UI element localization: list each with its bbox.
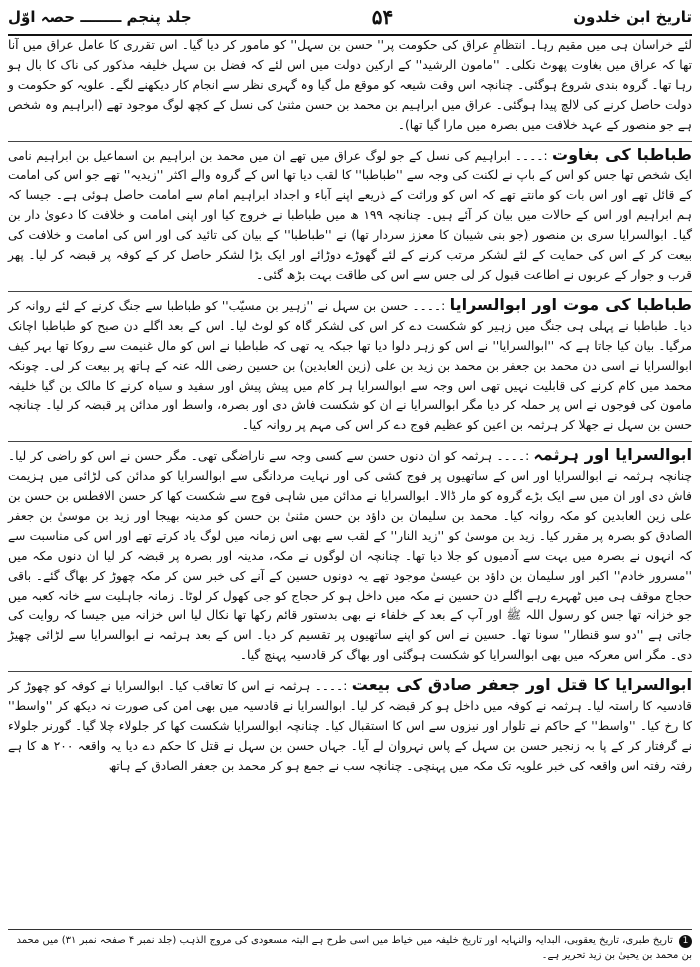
section-heading: طباطبا کی موت اور ابوالسرایا	[449, 294, 692, 314]
page-header	[8, 0, 692, 36]
section-text: ہرثمہ نے اس کا تعاقب کیا۔ ابوالسرایا نے کوفہ کو چھوڑ کر قادسیہ کا راستہ لیا۔ ہرثمہ نے کوفہ میں داخل ہو کر قبضہ کر لیا۔ ابوالسرایا نے قادسیہ میں بھی امن کی صورت نہ دیکھ کر ''واسط'' کا رخ کیا۔ ''واسط'' کے حاکم نے تلوار اور نیزوں سے اس کا استقبال کیا۔ چنانچہ ابوالسرایا شکست کھا کر جلولاء چلا گیا۔ گورنر جلولاء نے گرفتار کر کے پا بہ زنجیر حسن بن سہل کے پاس نہروان لے آیا۔ جہاں حسن بن سہل نے قتل کا حکم دے دیا یہ واقعہ ۲۰۰ ھ کا ہے رفتہ رفتہ اس واقعہ کی خبر علویہ تک مکہ میں پہنچی۔ چنانچہ سب نے جمع ہو کر محمد بن جعفر الصادق کے ہاتھ	[8, 679, 692, 773]
page-body	[8, 36, 692, 777]
volume-part: جلد پنجم ــــــــ حصہ اوّل	[8, 8, 192, 26]
footnote-text: تاریخ طبری، تاریخ یعقوبی، البدایہ والنہایہ اور تاریخ خلیفہ میں خیاط میں اسی طرح ہے البتہ مسعودی کی مروج الذہب (جلد نمبر ۴ صفحہ نمبر ۳۱) میں محمد بن محمد بن یحییٰ بن زید تحریر ہے۔	[16, 935, 692, 961]
footnote-number: 1	[679, 935, 692, 948]
intro-paragraph: لئے خراسان ہی میں مقیم رہا۔ انتظامِ عراق کی حکومت پر'' حسن بن سہل'' کو مامور کر دیا گیا۔ اس تقرری کا عامل عراق میں آنا تھا کہ عراق میں بغاوت پھوٹ نکلی۔ ''مامون الرشید'' کے ارکین دولت میں اس لئے کہ فضل بن سہل خلیفہ مذکور کی ناک کا بال ہو رہا تھا۔ گروہ بندی شروع ہوگئی۔ چنانچہ اس وقت شیعہ کو موقع مل گیا وہ گہری نظر سے انجام کار دیکھنے لگے۔ علویہ کو حکومت و دولت حاصل کرنے کی لالچ پیدا ہوگئی۔ عراق میں ابراہیم بن محمد بن حسن مثنیٰ کی نسل کے کچھ لوگ موجود تھے (ابراہیم وہ شخص ہے جو منصور کے عہد خلافت میں بصرہ میں مارا گیا تھا)۔	[8, 38, 692, 132]
page-number: ۵۴	[371, 5, 394, 29]
book-title: تاریخ ابن خلدون	[573, 8, 692, 26]
section-abu-saraya-harthama: ابوالسرایا اور ہرثمہ :۔۔۔۔ ہرثمہ کو ان دنوں حسن سے کسی وجہ سے ناراضگی تھی۔ مگر حسن نے اس کو راضی کر لیا۔ چنانچہ ہرثمہ نے ابوالسرایا اور اس کے ساتھیوں پر فوج کشی کی اور نہایت مردانگی سے ابوالسرایا کو مدائن کی لڑائی میں ہزیمت فاش دی اور ان میں سے ایک بڑے گروہ کو مار ڈالا۔ ابوالسرایا نے مدائن میں شاہی فوج سے شکست کھا کر حسن الافطس بن حسن بن علی زین العابدین کو مکہ روانہ کیا۔ محمد بن سلیمان بن داؤد بن حسن مثنیٰ بن حسن کو مدینہ بھیجا اور زید بن موسیٰ بن جعفر الصادق کو بصرہ پر مقرر کیا۔ زید بن موسیٰ کو ''زید النار'' کے لقب سے بھی اس زمانہ میں لوگ یاد کرتے تھے اور اس کی مناسبت سے کہ انہوں نے بصرہ میں بہت سے آدمیوں کو جلا دیا تھا۔ چنانچہ ان لوگوں نے مکہ، مدینہ اور بصرہ پر قبضہ کر لیا ان دنوں مکہ میں ''مسرور خادم'' اکبر اور سلیمان بن داؤد بن عیسیٰ موجود تھے یہ دونوں حسین کے آنے کی خبر سن کر مکہ چھوڑ کر بھاگ گئے۔ باقی حجاج موقف ہی میں ٹھہرے رہے اگلے دن حسین نے مکہ میں داخل ہو کر حجاج کو جی کھول کر لوٹا۔ زمانہ جاہلیت سے خانہ کعبہ میں جو خزانہ تھا جس کو رسول اللہ ﷺ اور آپ کے بعد کے خلفاء نے بھی بدستور قائم رکھا تھا نکال لیا اس خزانہ میں جیسا کہ روایت کی جاتی ہے ''دو سو قنطار'' سونا تھا۔ حسین نے اس کو اپنے ساتھیوں پر تقسیم کر دیا۔ اس کے بعد ہرثمہ نے ابوالسرایا سے لڑائی چھیڑ دی۔ مگر اس معرکہ میں بھی ابوالسرایا کو شکست ہوگئی اور بھاگ کر قادسیہ پہنچ گیا۔	[8, 441, 692, 666]
section-text: ابراہیم کی نسل کے جو لوگ عراق میں تھے ان میں محمد بن ابراہیم بن اسماعیل بن ابراہیم نامی ایک شخص تھا جس کو اس کے باپ نے لکنت کی وجہ سے ''طباطبا'' کا لقب دیا تھا اس کے گروہ والے اکثر ''زیدیہ'' تھے جو اس کی امامت کے قائل تھے اور اس بات کو مانتے تھے کہ اس کو وراثت کے ذریعے اپنے آباء و اجداد ابراہیم امام سے امامت حاصل ہوئی ہے۔ جیسا کہ ہم ابراہیم اور اس کے حالات میں بیان کر آئے ہیں۔ چنانچہ ۱۹۹ ھ میں طباطبا نے خروج کیا اور اپنی امامت و خلافت کا دعویٰ دار بن گیا۔ ابوالسرایا سری بن منصور (جو بنی شیبان کا معزز سردار تھا) نے ''طباطبا'' کے بیان کی تائید کی اور اس کی امامت و خلافت کی بیعت کر کے اس کی حمایت کے لئے لشکر مرتب کرنے کے لئے گھوڑے دوڑائے اور ایک بڑا لشکر حاصل کر کے کوفہ پر قبضہ کر لیا۔ پھر قرب و جوار کے عربوں نے اطاعت قبول کر لی جس سے اس کی طاقت بہت بڑھ گئی۔	[8, 148, 692, 282]
section-text: حسن بن سہل نے ''زہیر بن مسیّب'' کو طباطبا سے جنگ کرنے کے لئے روانہ کر دیا۔ طباطبا نے پہلی ہی جنگ میں زہیر کو شکست دے کر اس کی لشکر گاہ کو لوٹ لیا۔ اس کے بعد اگلے دن صبح کو طباطبا اچانک مرگیا۔ بیان کیا جاتا ہے کہ ''ابوالسرایا'' نے اس کو زہر دلوا دیا تھا جبکہ یہ تھی کہ طباطبا نے اس کو مال غنیمت سے روکا تھا بہر کیف ابوالسرایا نے اسی دن محمد بن جعفر بن محمد بن زید بن علی (زین العابدین) بن حسین رضی اللہ عنہ کے ہاتھ پر بیعت کر لی۔ چونکہ محمد میں کام کرنے کی قابلیت نہیں تھی اس وجہ سے ابوالسرایا ہر کام میں پیش پیش اور سفید و سیاہ کرنے کا مالک بن گیا خلیفہ مامون کی فوجوں نے اس پر حملہ کر دیا مگر ابوالسرایا نے ان کو شکست فاش دی اور بصرہ، واسط اور مدائن پر قبضہ کر لیا۔ چنانچہ حسن بن سہل نے جھلا کر ہرثمہ بن اعین کو عظیم فوج دے کر اس کی مہم پر روانہ کیا۔	[8, 298, 692, 433]
section-text: ہرثمہ کو ان دنوں حسن سے کسی وجہ سے ناراضگی تھی۔ مگر حسن نے اس کو راضی کر لیا۔ چنانچہ ہرثمہ نے ابوالسرایا اور اس کے ساتھیوں پر فوج کشی کی اور نہایت مردانگی سے ابوالسرایا کو مدائن کی لڑائی میں ہزیمت فاش دی اور ان میں سے ایک بڑے گروہ کو مار ڈالا۔ ابوالسرایا نے مدائن میں شاہی فوج سے شکست کھا کر حسن الافطس بن حسن بن علی زین العابدین کو مکہ روانہ کیا۔ محمد بن سلیمان بن داؤد بن حسن مثنیٰ بن حسن کو مدینہ بھیجا اور زید بن موسیٰ بن جعفر الصادق کو بصرہ پر مقرر کیا۔ زید بن موسیٰ کو ''زید النار'' کے لقب سے بھی اس زمانہ میں لوگ یاد کرتے تھے اور اس کی مناسبت سے کہ انہوں نے بصرہ میں بہت سے آدمیوں کو جلا دیا تھا۔ چنانچہ ان لوگوں نے مکہ، مدینہ اور بصرہ پر قبضہ کر لیا ان دنوں مکہ میں ''مسرور خادم'' اکبر اور سلیمان بن داؤد بن عیسیٰ موجود تھے یہ دونوں حسین کے آنے کی خبر سن کر مکہ چھوڑ کر بھاگ گئے۔ باقی حجاج موقف ہی میں ٹھہرے رہے اگلے دن حسین نے مکہ میں داخل ہو کر حجاج کو جی کھول کر لوٹا۔ زمانہ جاہلیت سے خانہ کعبہ میں جو خزانہ تھا جس کو رسول اللہ ﷺ اور آپ کے بعد کے خلفاء نے بھی بدستور قائم رکھا تھا نکال لیا اس خزانہ میں جیسا کہ روایت کی جاتی ہے ''دو سو قنطار'' سونا تھا۔ حسین نے اس کو اپنے ساتھیوں پر تقسیم کر دیا۔ اس کے بعد ہرثمہ نے ابوالسرایا سے لڑائی چھیڑ دی۔ مگر اس معرکہ میں بھی ابوالسرایا کو شکست ہوگئی اور بھاگ کر قادسیہ پہنچ گیا۔	[8, 449, 692, 663]
section-abu-saraya-death: ابوالسرایا کا قتل اور جعفر صادق کی بیعت :۔۔۔۔ ہرثمہ نے اس کا تعاقب کیا۔ ابوالسرایا نے کوفہ کو چھوڑ کر قادسیہ کا راستہ لیا۔ ہرثمہ نے کوفہ میں داخل ہو کر قبضہ کر لیا۔ ابوالسرایا نے قادسیہ میں بھی امن کی صورت نہ دیکھ کر ''واسط'' کا رخ کیا۔ ''واسط'' کے حاکم نے تلوار اور نیزوں سے اس کا استقبال کیا۔ چنانچہ ابوالسرایا شکست کھا کر جلولاء چلا گیا۔ گورنر جلولاء نے گرفتار کر کے پا بہ زنجیر حسن بن سہل کے پاس نہروان لے آیا۔ جہاں حسن بن سہل نے قتل کا حکم دے دیا یہ واقعہ ۲۰۰ ھ کا ہے رفتہ رفتہ اس واقعہ کی خبر علویہ تک مکہ میں پہنچی۔ چنانچہ سب نے جمع ہو کر محمد بن جعفر الصادق کے ہاتھ	[8, 671, 692, 777]
section-heading: طباطبا کی بغاوت	[552, 144, 692, 164]
footnote	[8, 929, 692, 963]
section-heading: ابوالسرایا کا قتل اور جعفر صادق کی بیعت	[351, 675, 693, 695]
section-tabataba-death: طباطبا کی موت اور ابوالسرایا :۔۔۔۔ حسن بن سہل نے ''زہیر بن مسیّب'' کو طباطبا سے جنگ کرنے کے لئے روانہ کر دیا۔ طباطبا نے پہلی ہی جنگ میں زہیر کو شکست دے کر اس کی لشکر گاہ کو لوٹ لیا۔ اس کے بعد اگلے دن صبح کو طباطبا اچانک مرگیا۔ بیان کیا جاتا ہے کہ ''ابوالسرایا'' نے اس کو زہر دلوا دیا تھا جبکہ یہ تھی کہ طباطبا نے اس کو مال غنیمت سے روکا تھا بہر کیف ابوالسرایا نے اسی دن محمد بن جعفر بن محمد بن زید بن علی (زین العابدین) بن حسین رضی اللہ عنہ کے ہاتھ پر بیعت کر لی۔ چونکہ محمد میں کام کرنے کی قابلیت نہیں تھی اس وجہ سے ابوالسرایا ہر کام میں پیش پیش اور سفید و سیاہ کرنے کا مالک بن گیا خلیفہ مامون کی فوجوں نے اس پر حملہ کر دیا مگر ابوالسرایا نے ان کو شکست فاش دی اور بصرہ، واسط اور مدائن پر قبضہ کر لیا۔ چنانچہ حسن بن سہل نے جھلا کر ہرثمہ بن اعین کو عظیم فوج دے کر اس کی مہم پر روانہ کیا۔	[8, 291, 692, 436]
section-heading: ابوالسرایا اور ہرثمہ	[533, 445, 693, 465]
section-tabataba-revolt: طباطبا کی بغاوت :۔۔۔۔ ابراہیم کی نسل کے جو لوگ عراق میں تھے ان میں محمد بن ابراہیم بن اسماعیل بن ابراہیم نامی ایک شخص تھا جس کو اس کے باپ نے لکنت کی وجہ سے ''طباطبا'' کا لقب دیا تھا اس کے گروہ والے اکثر ''زیدیہ'' تھے جو اس کی امامت کے قائل تھے اور اس بات کو مانتے تھے کہ اس کو وراثت کے ذریعے اپنے آباء و اجداد ابراہیم امام سے امامت حاصل ہوئی ہے۔ جیسا کہ ہم ابراہیم اور اس کے حالات میں بیان کر آئے ہیں۔ چنانچہ ۱۹۹ ھ میں طباطبا نے خروج کیا اور اپنی امامت و خلافت کا دعویٰ دار بن گیا۔ ابوالسرایا سری بن منصور (جو بنی شیبان کا معزز سردار تھا) نے ''طباطبا'' کے بیان کی تائید کی اور اس کی امامت و خلافت کی بیعت کر کے اس کی حمایت کے لئے لشکر مرتب کرنے کے لئے گھوڑے دوڑائے اور ایک بڑا لشکر حاصل کر کے کوفہ پر قبضہ کر لیا۔ پھر قرب و جوار کے عربوں نے اطاعت قبول کر لی جس سے اس کی طاقت بہت بڑھ گئی۔	[8, 141, 692, 286]
